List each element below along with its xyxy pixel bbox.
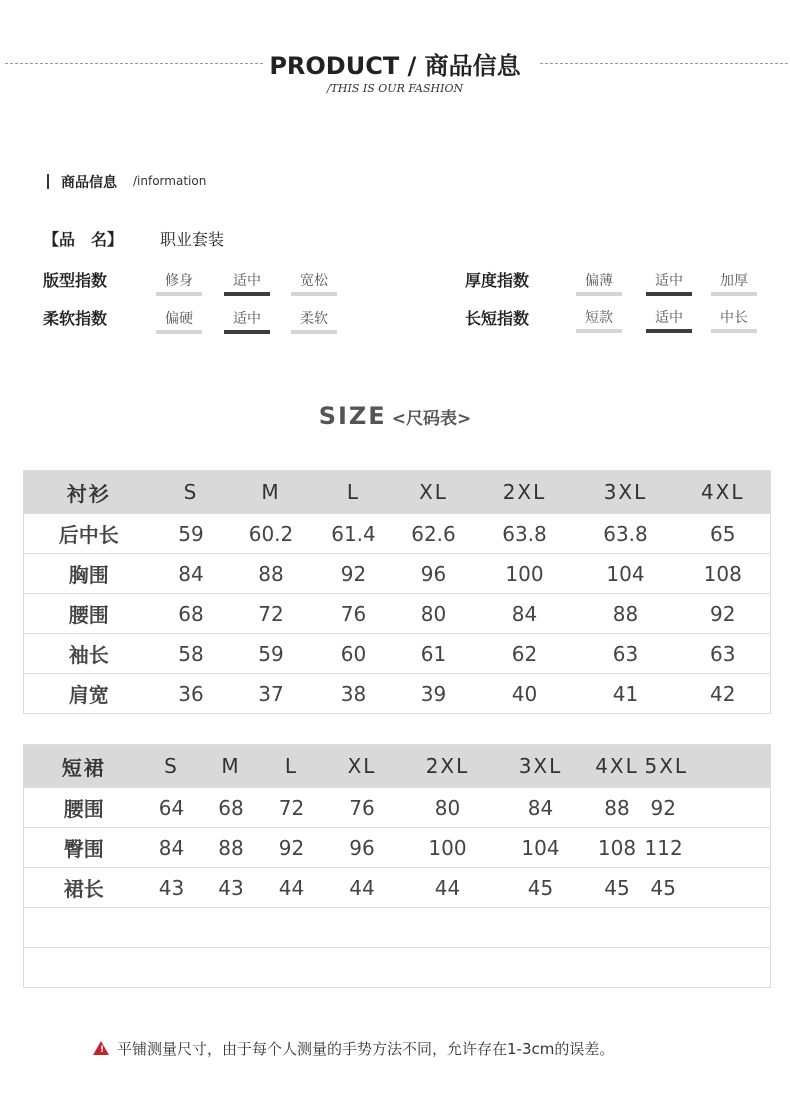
table-cell: 96 (394, 554, 474, 594)
index-option-selected: 适中 (646, 270, 692, 290)
table-header-cell: 4XL (676, 471, 771, 514)
table-cell: 68 (200, 788, 263, 828)
table-cell: 84 (144, 828, 200, 868)
table-cell: 肩宽 (24, 674, 154, 714)
table-header-cell: S (154, 471, 229, 514)
index-option: 柔软 (291, 308, 337, 328)
table-cell: 41 (576, 674, 676, 714)
table-cell: 72 (229, 594, 314, 634)
index-option: 偏硬 (156, 308, 202, 328)
table-cell: 108 (590, 828, 645, 868)
table-cell: 80 (394, 594, 474, 634)
table-header-cell: XL (321, 745, 404, 788)
table-row (24, 828, 771, 868)
table-cell: 63.8 (474, 514, 576, 554)
table-header-cell: S (144, 745, 200, 788)
table-header-cell: 2XL (474, 471, 576, 514)
table-cell: 100 (404, 828, 492, 868)
section-marker (47, 174, 49, 189)
table-cell: 38 (314, 674, 394, 714)
table-cell: 后中长 (24, 514, 154, 554)
table-cell: 60.2 (229, 514, 314, 554)
product-name-value: 职业套装 (160, 230, 225, 249)
index-option: 中长 (711, 307, 757, 327)
table-header-cell: M (200, 745, 263, 788)
section-subtitle: /information (133, 174, 207, 188)
table-row (24, 554, 771, 594)
table-header-cell: 2XL (404, 745, 492, 788)
table-row (24, 634, 771, 674)
table-cell: 腰围 (24, 788, 144, 828)
index-option: 偏薄 (576, 270, 622, 290)
index-option-selected: 适中 (224, 308, 270, 328)
table-cell: 84 (492, 788, 590, 828)
table-header-cell: L (263, 745, 321, 788)
index-option: 宽松 (291, 270, 337, 290)
table-cell: 76 (314, 594, 394, 634)
table-cell: 63 (676, 634, 771, 674)
table-cell: 96 (321, 828, 404, 868)
index-label: 厚度指数 (465, 271, 530, 290)
table-header-row (24, 471, 771, 514)
index-option-selected: 适中 (224, 270, 270, 290)
section-title: 商品信息 (61, 175, 117, 191)
table-header-cell: 5XL (645, 745, 771, 788)
table-cell: 45 (492, 868, 590, 908)
table-cell: 112 (645, 828, 771, 868)
table-cell: 84 (474, 594, 576, 634)
table-cell: 88 (200, 828, 263, 868)
table-cell: 61 (394, 634, 474, 674)
table-row (24, 674, 771, 714)
size-title-sub: <尺码表> (391, 409, 472, 429)
product-name-label: 【品 名】 (43, 230, 124, 249)
skirt-size-table (23, 744, 771, 988)
table-cell: 88 (229, 554, 314, 594)
table-cell: 45 (645, 868, 771, 908)
table-cell: 45 (590, 868, 645, 908)
table-header-cell: 3XL (492, 745, 590, 788)
table-cell: 76 (321, 788, 404, 828)
table-cell: 63.8 (576, 514, 676, 554)
table-cell: 62.6 (394, 514, 474, 554)
table-row-empty (24, 908, 771, 948)
index-label: 长短指数 (465, 309, 530, 328)
table-header-cell: 4XL (590, 745, 645, 788)
table-cell: 68 (154, 594, 229, 634)
table-header-row (24, 745, 771, 788)
page-subtitle: /THIS IS OUR FASHION (326, 82, 464, 95)
table-cell: 44 (404, 868, 492, 908)
table-cell: 59 (229, 634, 314, 674)
table-cell: 92 (676, 594, 771, 634)
table-cell: 60 (314, 634, 394, 674)
table-cell: 61.4 (314, 514, 394, 554)
table-cell: 臀围 (24, 828, 144, 868)
table-header-cell: XL (394, 471, 474, 514)
measurement-note (93, 1038, 614, 1059)
table-cell: 92 (263, 828, 321, 868)
table-row (24, 594, 771, 634)
table-cell: 80 (404, 788, 492, 828)
table-cell: 65 (676, 514, 771, 554)
table-cell: 腰围 (24, 594, 154, 634)
index-label: 版型指数 (43, 271, 108, 290)
index-option: 修身 (156, 270, 202, 290)
table-cell: 44 (321, 868, 404, 908)
table-cell: 44 (263, 868, 321, 908)
shirt-size-table (23, 470, 771, 714)
table-cell: 39 (394, 674, 474, 714)
table-header-cell: L (314, 471, 394, 514)
note-text: 平铺测量尺寸，由于每个人测量的手势方法不同，允许存在1-3cm的误差。 (117, 1040, 615, 1058)
index-option: 短款 (576, 307, 622, 327)
index-option: 加厚 (711, 270, 757, 290)
table-row (24, 868, 771, 908)
table-cell: 92 (645, 788, 771, 828)
table-row (24, 788, 771, 828)
size-title-main: SIZE (318, 402, 387, 430)
table-cell: 43 (200, 868, 263, 908)
table-cell: 59 (154, 514, 229, 554)
table-cell: 37 (229, 674, 314, 714)
index-label: 柔软指数 (43, 309, 108, 328)
table-cell: 胸围 (24, 554, 154, 594)
table-header-cell: 3XL (576, 471, 676, 514)
page-title: PRODUCT / 商品信息 (269, 52, 521, 80)
table-row-empty (24, 948, 771, 988)
table-cell: 43 (144, 868, 200, 908)
warning-icon: ! (93, 1041, 109, 1055)
table-cell: 104 (576, 554, 676, 594)
table-cell: 108 (676, 554, 771, 594)
table-cell: 104 (492, 828, 590, 868)
index-option-selected: 适中 (646, 307, 692, 327)
table-cell: 62 (474, 634, 576, 674)
table-cell: 64 (144, 788, 200, 828)
table-cell: 裙长 (24, 868, 144, 908)
table-cell: 63 (576, 634, 676, 674)
table-cell: 92 (314, 554, 394, 594)
table-cell: 100 (474, 554, 576, 594)
table-row (24, 514, 771, 554)
table-cell: 84 (154, 554, 229, 594)
size-chart-title (0, 402, 790, 430)
table-cell: 42 (676, 674, 771, 714)
table-cell: 袖长 (24, 634, 154, 674)
table-header-cell: M (229, 471, 314, 514)
table-cell: 36 (154, 674, 229, 714)
table-cell: 58 (154, 634, 229, 674)
table-cell: 88 (590, 788, 645, 828)
table-cell: 88 (576, 594, 676, 634)
table-cell: 40 (474, 674, 576, 714)
table-cell: 72 (263, 788, 321, 828)
table-header-cell: 衬衫 (24, 471, 154, 514)
table-header-cell: 短裙 (24, 745, 144, 788)
